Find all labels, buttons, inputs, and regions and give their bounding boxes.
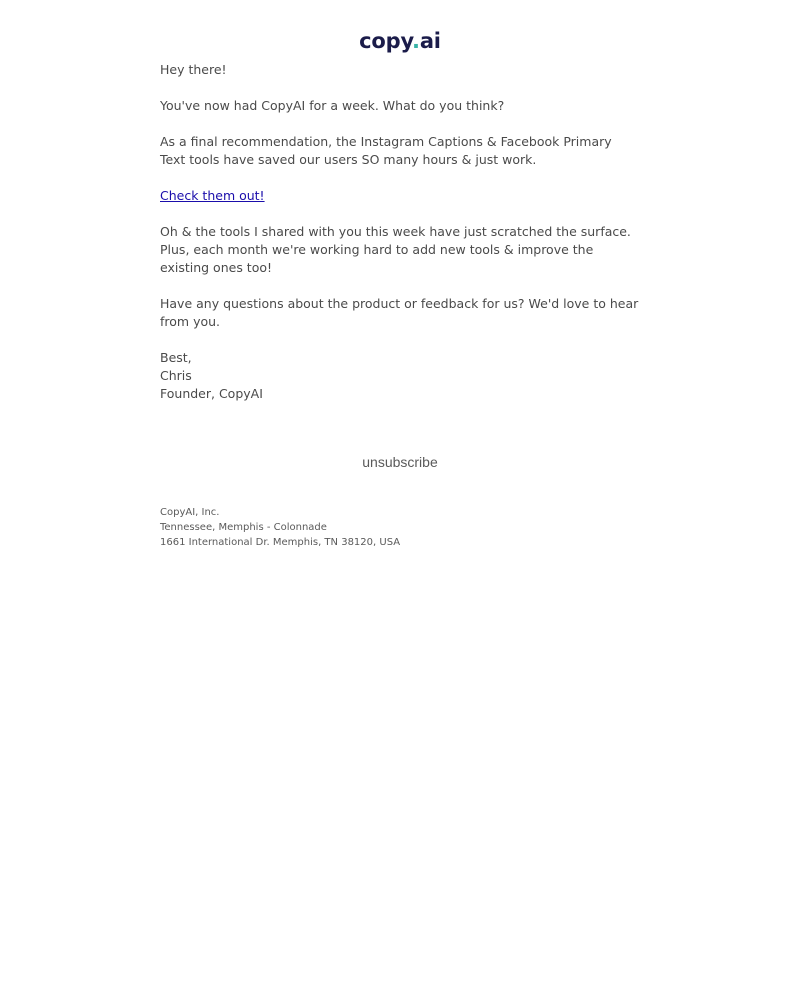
sender-title: Founder, CopyAI [160, 386, 263, 401]
footer [160, 505, 640, 550]
logo-suffix: ai [419, 29, 441, 53]
signature [160, 349, 640, 403]
signoff: Best, [160, 350, 192, 365]
paragraph-questions: Have any questions about the product or feedback for us? We'd love to hear from you. [160, 296, 639, 329]
logo-prefix: copy [359, 29, 413, 53]
paragraph-tools: Oh & the tools I shared with you this week have just scratched the surface. Plus, each month we're working hard to add new tools & improve the existing ones too! [160, 224, 631, 275]
unsubscribe-link[interactable]: unsubscribe [362, 454, 438, 470]
greeting: Hey there! [160, 62, 227, 77]
cta-paragraph [160, 187, 640, 205]
footer-company: CopyAI, Inc. [160, 507, 220, 518]
footer-location: Tennessee, Memphis - Colonnade [160, 522, 327, 533]
copyai-logo [160, 27, 640, 57]
paragraph-intro: You've now had CopyAI for a week. What do you think? [160, 98, 505, 113]
paragraph-recommendation: As a final recommendation, the Instagram Captions & Facebook Primary Text tools have saved our users SO many hours & just work. [160, 134, 612, 167]
email-body [160, 61, 640, 403]
email-content [160, 0, 640, 403]
check-them-out-link[interactable]: Check them out! [160, 188, 265, 203]
sender-name: Chris [160, 368, 192, 383]
footer-address: 1661 International Dr. Memphis, TN 38120, USA [160, 537, 401, 548]
logo-dot: . [412, 29, 420, 53]
